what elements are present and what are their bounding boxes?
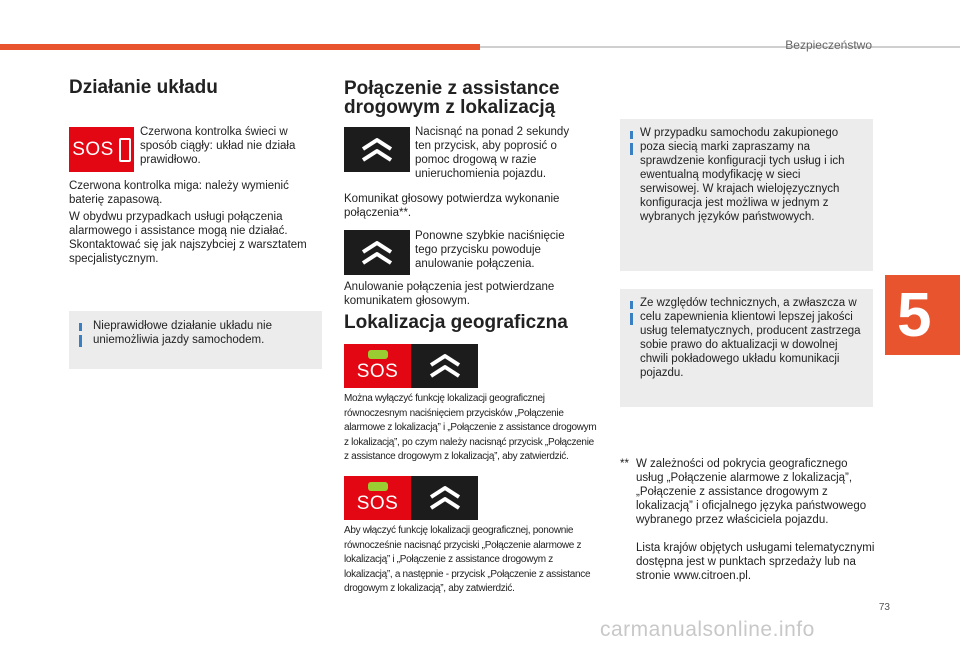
info-marker-icon: [79, 323, 82, 331]
header-accent-bar: [0, 44, 480, 50]
sos-warning-light-icon: [69, 127, 134, 172]
heading-geolocation: Lokalizacja geograficzna: [344, 312, 568, 333]
assistance-button-icon-cancel: [344, 230, 410, 275]
citroen-chevrons-icon: [357, 135, 397, 165]
paragraph-voice-confirm: Komunikat głosowy potwierdza wykonanie połączenia**.: [344, 193, 560, 219]
heading-system-operation: Działanie układu: [69, 77, 218, 98]
sos-light-caption: Czerwona kontrolka świeci w sposób ciągły: układ nie działa prawidłowo.: [140, 126, 296, 166]
footnote-text: W zależności od pokrycia geograficznego usług „Połączenie alarmowe z lokalizacją”, „Połączenie z assistance drogowym z lokalizacją” i oficjalnego języka państwowego wybranego przez właściciela pojazdu.: [636, 458, 867, 526]
sos-label: SOS: [356, 493, 399, 514]
watermark: carmanualsonline.info: [600, 618, 815, 641]
paragraph-cancel-confirm: Anulowanie połączenia jest potwierdzane komunikatem głosowym.: [344, 281, 555, 307]
citroen-chevrons-icon: [425, 483, 465, 513]
geolocation-enable-text: Aby włączyć funkcję lokalizacji geograficznej, ponownie równocześnie nacisnąć przyciski „Połączenie alarmowe z lokalizacją” i „Połączenie z assistance drogowym z lokalizacją”, a następnie - przycisk „Połączenie z assistance drogowym z lokalizacją”, aby zatwierdzić.: [344, 525, 591, 594]
sos-button-icon-2: [344, 476, 411, 520]
assistance-button-icon-geo-on: [411, 476, 478, 520]
sos-label: SOS: [72, 138, 114, 160]
paragraph-both-cases: W obydwu przypadkach usługi połączenia alarmowego i assistance mogą nie działać. Skontaktować się jak najszybciej z warsztatem specjalistycznym.: [69, 211, 307, 265]
heading-assistance-line1: Połączenie z assistance: [344, 78, 560, 99]
paragraph-blinking: Czerwona kontrolka miga: należy wymienić baterię zapasową.: [69, 180, 289, 206]
info-marker-icon-lower: [630, 313, 633, 325]
info-marker-icon: [630, 301, 633, 309]
note-text-technical: Ze względów technicznych, a zwłaszcza w celu zapewnienia klientowi lepszej jakości usług telematycznych, producent zastrzega sobie prawo do aktualizacji w dowolnej chwili pokładowego układu komunikacji pojazdu.: [640, 297, 861, 379]
header-rule: [480, 46, 960, 48]
note-box-technical: [620, 289, 873, 407]
assistance-button-icon-geo-off: [411, 344, 478, 388]
note-box-operation: [69, 311, 322, 369]
sos-label: SOS: [356, 361, 399, 382]
footnote-mark: **: [620, 458, 629, 470]
note-box-purchase: [620, 119, 873, 271]
citroen-chevrons-icon: [425, 351, 465, 381]
note-text-operation: Nieprawidłowe działanie układu nie uniemożliwia jazdy samochodem.: [93, 320, 272, 346]
geolocation-disable-text: Można wyłączyć funkcję lokalizacji geograficznej równoczesnym naciśnięciem przycisków „Połączenie alarmowe z lokalizacją” i „Połączenie z assistance drogowym z lokalizacją”, po czym należy nacisnąć przycisk „Połączenie z assistance drogowym z lokalizacją”, aby zatwierdzić.: [344, 393, 597, 462]
footnote-text-2: Lista krajów objętych usługami telematycznymi dostępna jest w punktach sprzedaży lub na stronie www.citroen.pl.: [636, 542, 875, 582]
warning-lamp-icon: [119, 138, 131, 162]
assistance-press-caption: Nacisnąć na ponad 2 sekundy ten przycisk, aby poprosić o pomoc drogową w razie unieruchomienia pojazdu.: [415, 126, 570, 180]
section-label: Bezpieczeństwo: [785, 38, 872, 52]
chapter-tab: 5: [885, 275, 960, 355]
sos-button-icon: [344, 344, 411, 388]
info-marker-icon: [630, 131, 633, 139]
info-marker-icon-lower: [630, 143, 633, 155]
assistance-button-icon: [344, 127, 410, 172]
cancel-caption: Ponowne szybkie naciśnięcie tego przycisku powoduje anulowanie połączenia.: [415, 230, 565, 270]
green-led-icon: [368, 350, 388, 359]
note-text-purchase: W przypadku samochodu zakupionego poza siecią marki zapraszamy na sprawdzenie konfiguracji tych usług i ich ewentualną modyfikację w sieci serwisowej. W krajach wielojęzycznych konfiguracja jest możliwa w jednym z wybranych języków państwowych.: [640, 127, 845, 223]
heading-assistance-line2: drogowym z lokalizacją: [344, 97, 556, 118]
green-led-icon: [368, 482, 388, 491]
page-number: 73: [878, 602, 890, 613]
citroen-chevrons-icon: [357, 238, 397, 268]
info-marker-icon-lower: [79, 335, 82, 347]
